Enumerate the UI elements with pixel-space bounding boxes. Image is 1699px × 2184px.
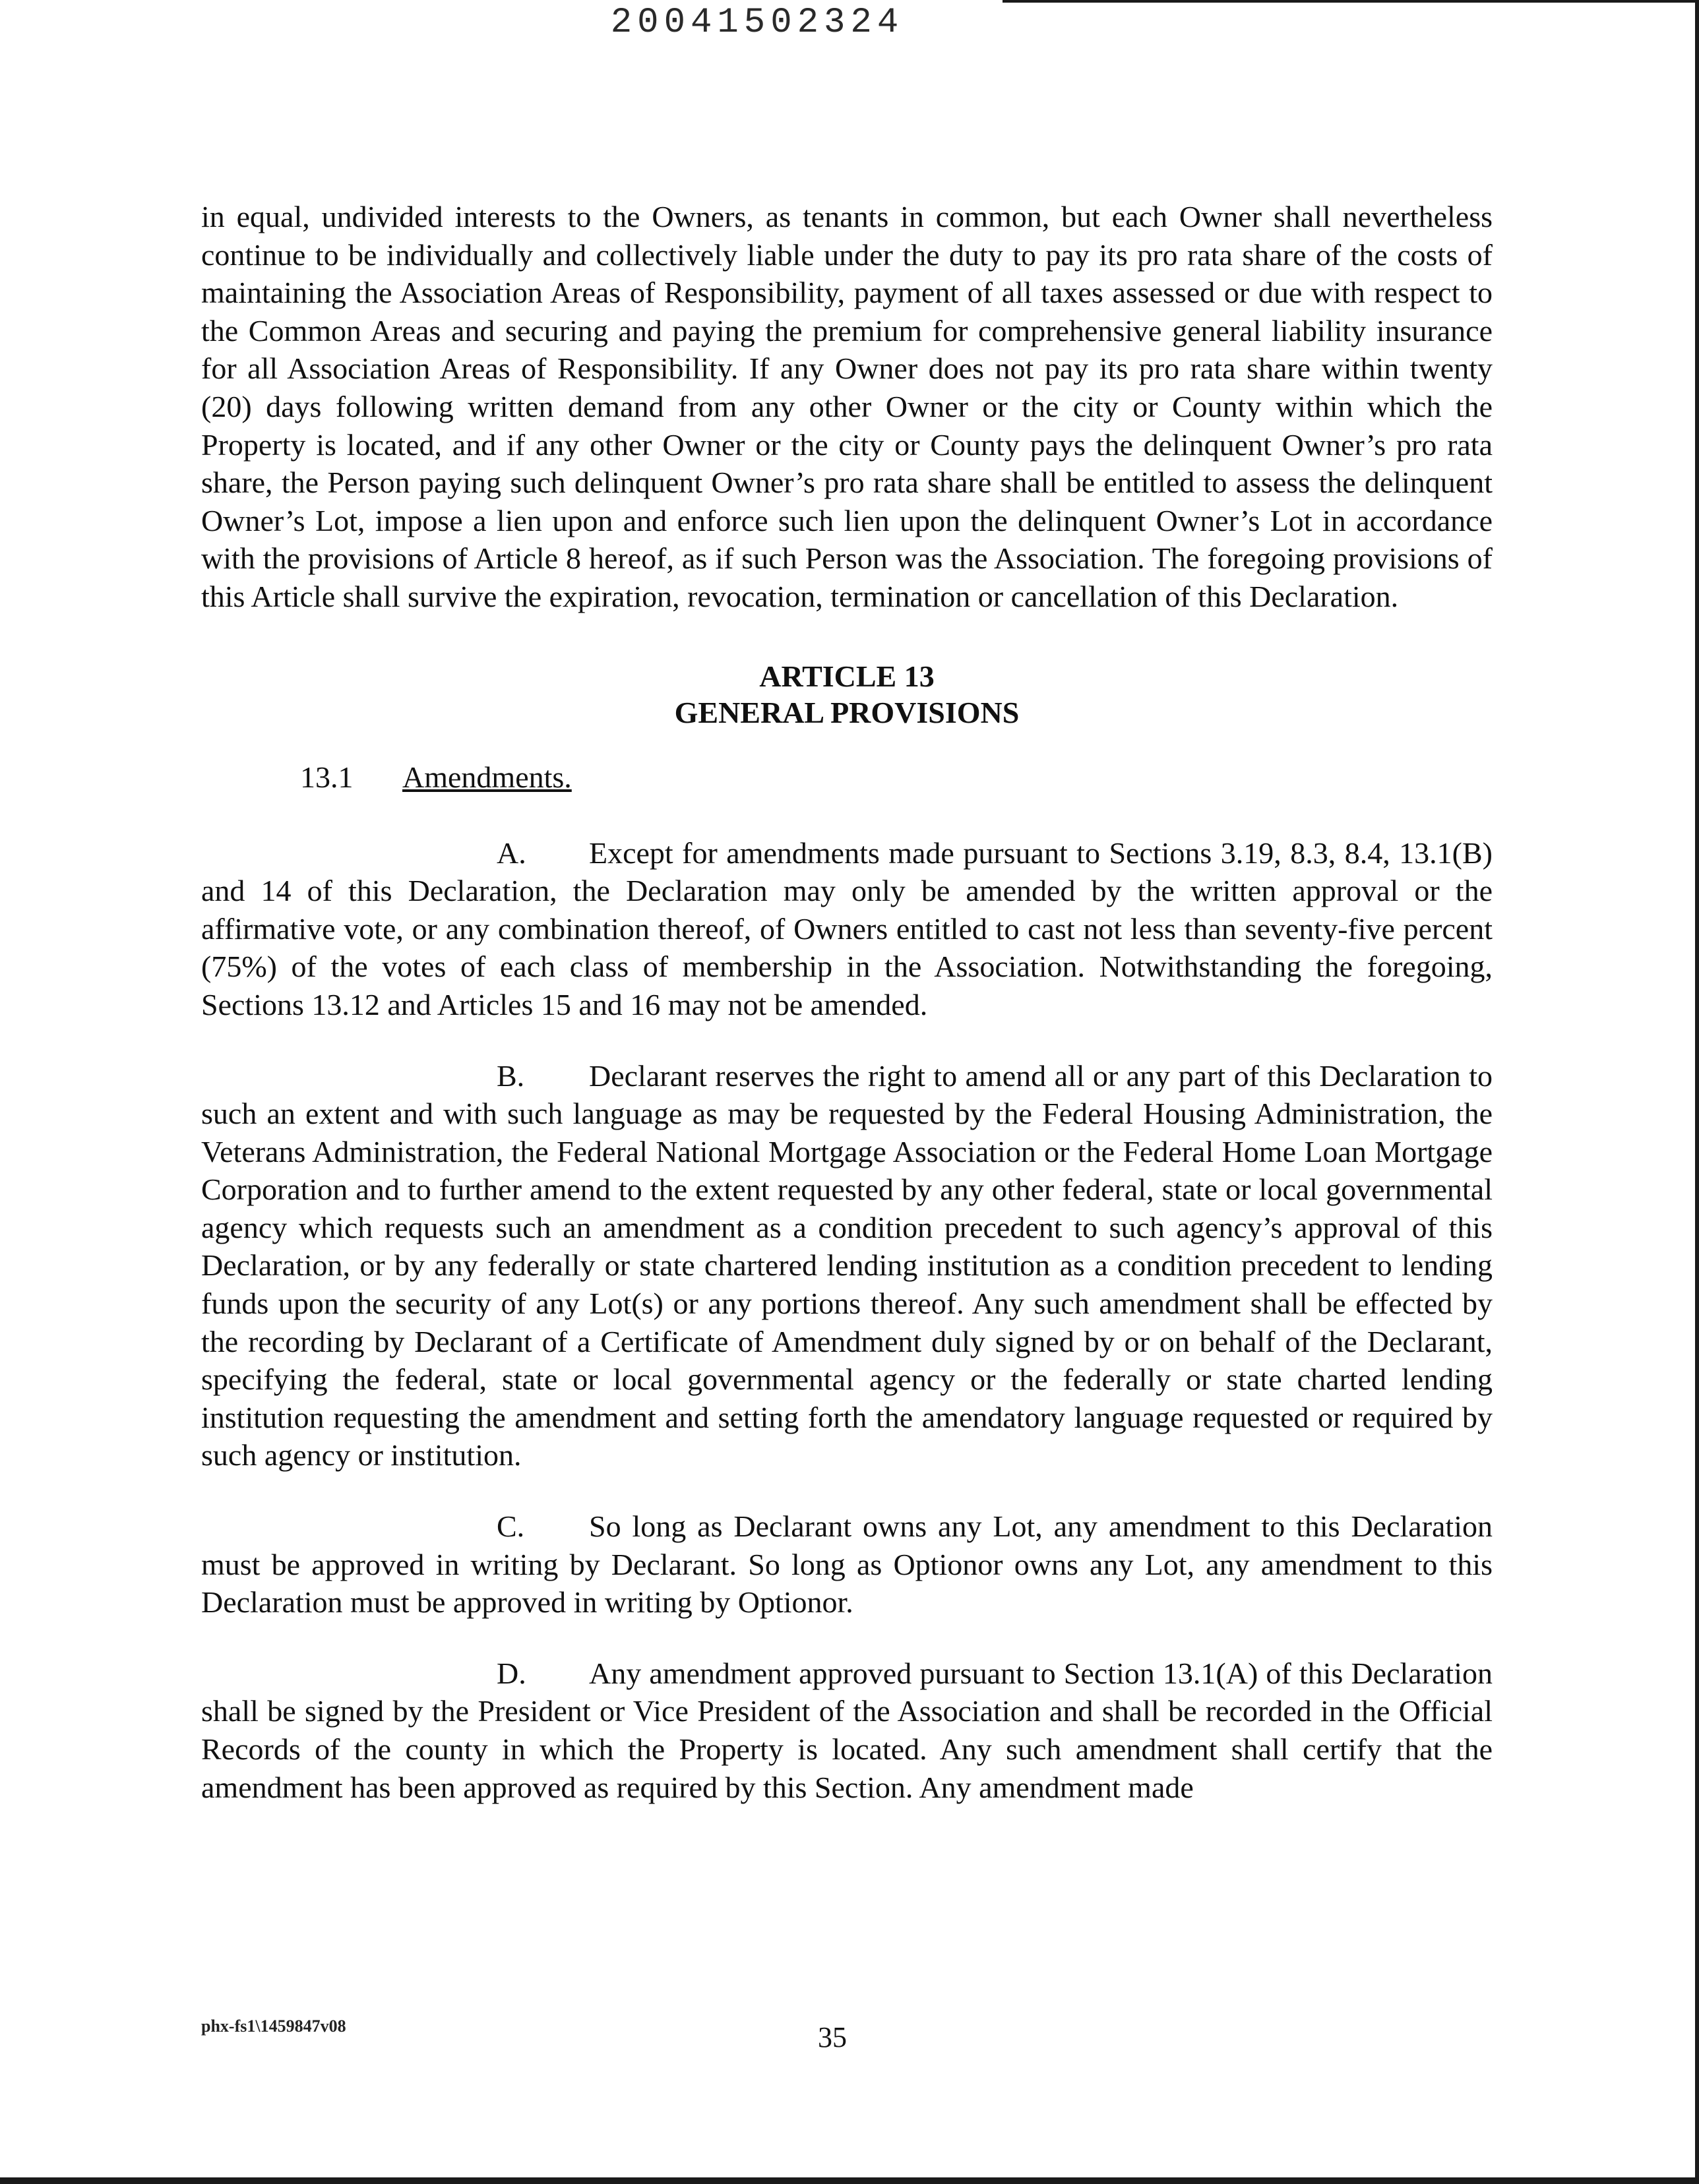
subsection-c-text: So long as Declarant owns any Lot, any amendment to this Declaration must be approved in writing by Declarant. So long as Optionor owns any Lot, any amendment to this Declaration must be approved in writing by Optionor. [201, 1509, 1493, 1620]
subsection-d-letter: D. [497, 1656, 526, 1690]
subsection-b [201, 1057, 1493, 1475]
scan-border-bottom [0, 2177, 1699, 2184]
footer-file-id: phx-fs1\1459847v08 [201, 2017, 346, 2036]
subsection-a-text: Except for amendments made pursuant to Sections 3.19, 8.3, 8.4, 13.1(B) and 14 of this Declaration, the Declaration may only be amended by the written approval or the affirmative vote, or any combination thereof, of Owners entitled to cast not less than seventy-five percent (75%) of the votes of each class of membership in the Association. Notwithstanding the foregoing, Sections 13.12 and Articles 15 and 16 may not be amended. [201, 835, 1493, 1021]
article-heading [201, 658, 1493, 731]
page-body [201, 198, 1493, 1806]
subsection-d-text: Any amendment approved pursuant to Section 13.1(A) of this Declaration shall be signed by the President or Vice President of the Association and shall be recorded in the Official Records of the county in which the Property is located. Any such amendment shall certify that the amendment has been approved as required by this Section. Any amendment made [201, 1656, 1493, 1804]
subsection-a [201, 834, 1493, 1024]
article-title: GENERAL PROVISIONS [674, 695, 1020, 729]
subsection-b-letter: B. [497, 1058, 525, 1093]
scan-border-right [1695, 0, 1699, 2184]
subsection-b-text: Declarant reserves the right to amend all or any part of this Declaration to such an extent and with such language as may be requested by the Federal Housing Administration, the Veterans Administration, the Federal National Mortgage Association or the Federal Home Loan Mortgage Corporation and to further amend to the extent requested by any other federal, state or local governmental agency which requests such an amendment as a condition precedent to such agency’s approval of this Declaration, or by any federally or state chartered lending institution as a condition precedent to lending funds upon the security of any Lot(s) or any portions thereof. Any such amendment shall be effected by the recording by Declarant of a Certificate of Amendment duly signed by or on behalf of the Declarant, specifying the federal, state or local governmental agency or the federally or state charted lending institution requesting the amendment and setting forth the amendatory language requested or required by such agency or institution. [201, 1058, 1493, 1472]
intro-paragraph: in equal, undivided interests to the Owners, as tenants in common, but each Owner shall nevertheless continue to be individually and collectively liable under the duty to pay its pro rata share of the costs of maintaining the Association Areas of Responsibility, payment of all taxes assessed or due with respect to the Common Areas and securing and paying the premium for comprehensive general liability insurance for all Association Areas of Responsibility. If any Owner does not pay its pro rata share within twenty (20) days following written demand from any other Owner or the city or County within which the Property is located, and if any other Owner or the city or County pays the delinquent Owner’s pro rata share, the Person paying such delinquent Owner’s pro rata share shall be entitled to assess the delinquent Owner’s Lot, impose a lien upon and enforce such lien upon the delinquent Owner’s Lot in accordance with the provisions of Article 8 hereof, as if such Person was the Association. The foregoing provisions of this Article shall survive the expiration, revocation, termination or cancellation of this Declaration. [201, 200, 1493, 613]
subsection-c-letter: C. [497, 1509, 525, 1544]
page-number: 35 [818, 2021, 847, 2053]
section-title: Amendments. [402, 760, 572, 794]
subsection-d [201, 1654, 1493, 1806]
article-number: ARTICLE 13 [759, 659, 935, 693]
document-number: 20041502324 [610, 3, 904, 43]
subsection-a-letter: A. [497, 835, 526, 870]
section-heading [201, 758, 1493, 796]
subsection-c [201, 1507, 1493, 1622]
section-number: 13.1 [300, 760, 354, 794]
